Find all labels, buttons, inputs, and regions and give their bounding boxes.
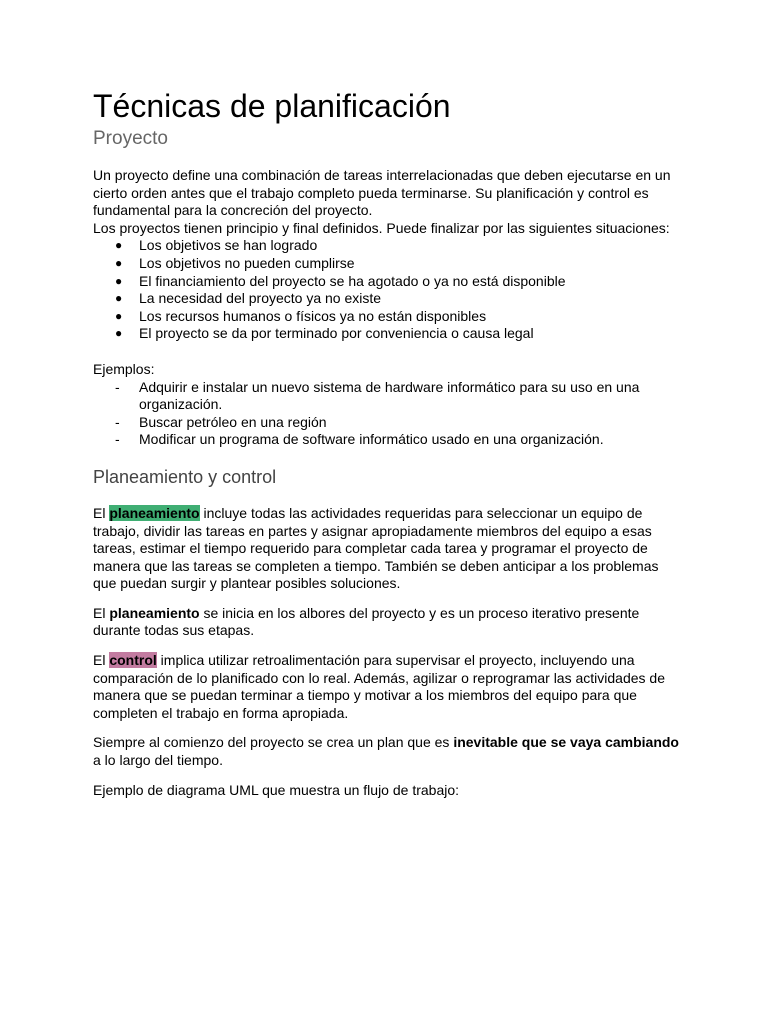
planning-iterative-paragraph: El planeamiento se inicia en los albores del proyecto y es un proceso iterativo presente durante todas sus etapas. xyxy=(93,604,640,639)
end-conditions-paragraph: Los proyectos tienen principio y final definidos. Puede finalizar por las siguientes situaciones: xyxy=(93,219,670,236)
list-item: - Modificar un programa de software informático usado en una organización. xyxy=(115,431,604,448)
list-item: ● El proyecto se da por terminado por conveniencia o causa legal xyxy=(115,325,534,342)
page-title: Técnicas de planificación xyxy=(93,88,451,124)
plan-change-paragraph: Siempre al comienzo del proyecto se crea un plan que es inevitable que se vaya cambiando a lo largo del tiempo. xyxy=(93,734,679,769)
list-item: - Buscar petróleo en una región xyxy=(115,413,327,430)
uml-example-paragraph: Ejemplo de diagrama UML que muestra un flujo de trabajo: xyxy=(93,781,460,798)
page-subtitle: Proyecto xyxy=(93,128,168,149)
highlight-control: control xyxy=(109,652,157,669)
list-item: ● El financiamiento del proyecto se ha agotado o ya no está disponible xyxy=(115,272,566,289)
bullet-icon: ● xyxy=(115,326,123,341)
bullet-icon: ● xyxy=(115,255,123,270)
control-paragraph: El control implica utilizar retroalimentación para supervisar el proyecto, incluyendo una comparación de lo planificado con lo real. Además, agilizar o reprogramar las actividades de manera que se puedan terminar a tiempo y motivar a los miembros del equipo para que completen el trabajo en forma apropiada. xyxy=(93,652,665,721)
bullet-icon: ● xyxy=(115,238,123,253)
highlight-planeamiento: planeamiento xyxy=(109,504,200,521)
planning-paragraph: El planeamiento incluye todas las actividades requeridas para seleccionar un equipo de trabajo, dividir las tareas en partes y asignar apropiadamente miembros del equipo a esas tareas, estimar el tiempo requerido para completar cada tarea y programar el proyecto de manera que las tareas se completen a tiempo. También se deben anticipar a los problemas que puedan surgir y plantear posibles soluciones. xyxy=(93,504,659,592)
list-item: ● La necesidad del proyecto ya no existe xyxy=(115,290,382,307)
document-content xyxy=(93,86,683,799)
bullet-icon: ● xyxy=(115,291,123,306)
section-heading-planning: Planeamiento y control xyxy=(93,466,277,487)
examples-list xyxy=(93,379,683,449)
bold-planeamiento: planeamiento xyxy=(109,604,200,621)
dash-icon: - xyxy=(115,378,120,395)
list-item: ● Los objetivos no pueden cumplirse xyxy=(115,254,355,271)
bullet-icon: ● xyxy=(115,273,123,288)
intro-paragraph: Un proyecto define una combinación de tareas interrelacionadas que deben ejecutarse en un cierto orden antes que el trabajo completo pueda terminarse. Su planificación y control es fundamental para la concreción del proyecto. xyxy=(93,167,671,219)
dash-icon: - xyxy=(115,431,120,448)
examples-label: Ejemplos: xyxy=(93,360,155,377)
dash-icon: - xyxy=(115,413,120,430)
end-conditions-list xyxy=(93,237,683,343)
bold-inevitable: inevitable que se vaya cambiando xyxy=(453,734,679,751)
bullet-icon: ● xyxy=(115,308,123,323)
list-item: ● Los recursos humanos o físicos ya no están disponibles xyxy=(115,307,487,324)
list-item: - Adquirir e instalar un nuevo sistema de hardware informático para su uso en una organización. xyxy=(115,378,640,413)
list-item: ● Los objetivos se han logrado xyxy=(115,237,318,254)
